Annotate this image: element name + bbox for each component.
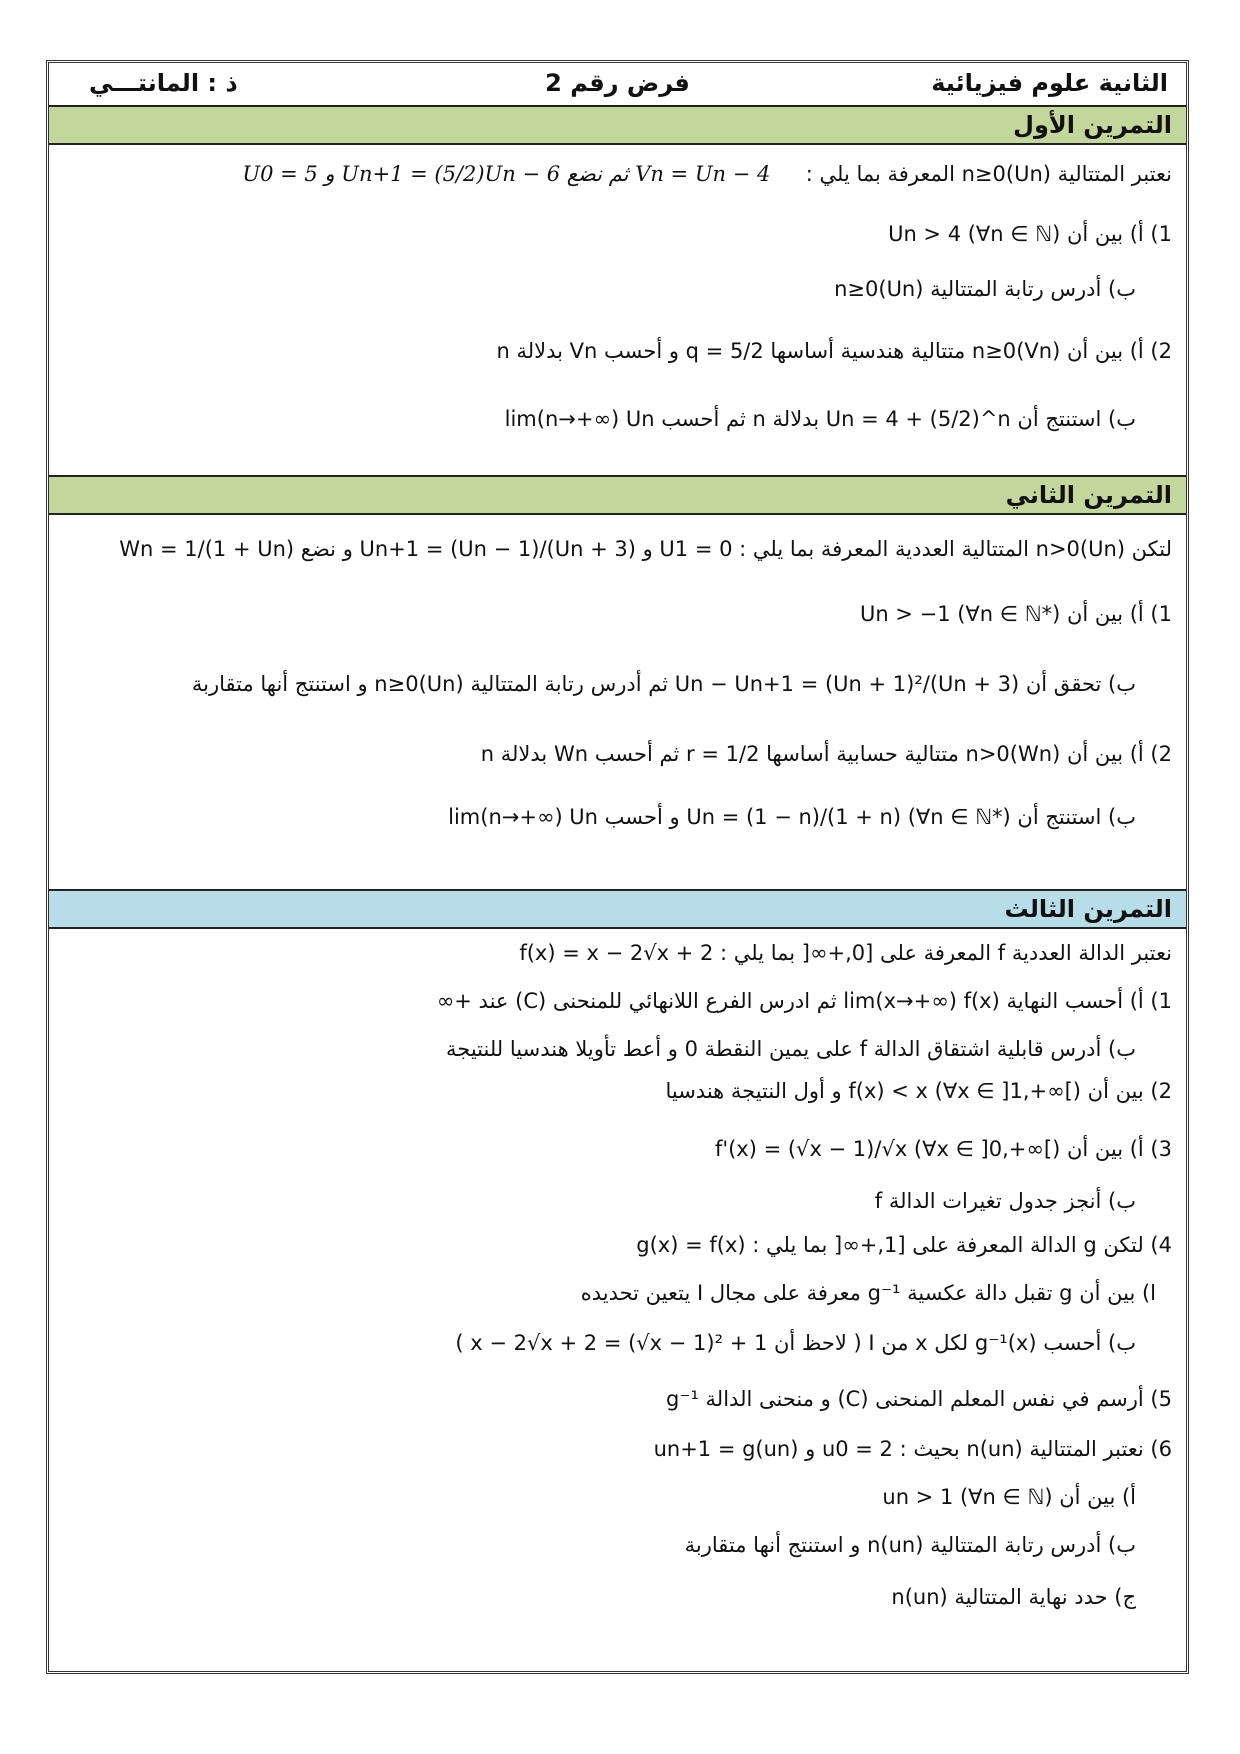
ex3-q5: 5) أرسم في نفس المعلم المنحنى (C) و منحنى الدالة g⁻¹ <box>666 1387 1172 1411</box>
ex1-intro-math: U0 = 5 و Un+1 = (5/2)Un − 6 ثم نضع Vn = Un − 4 <box>242 162 771 186</box>
ex3-q4b: ب) أحسب g⁻¹(x) لكل x من I ( لاحظ أن x − 2√x + 2 = (√x − 1)² + 1 ) <box>455 1331 1136 1355</box>
exam-title: فرض رقم 2 <box>545 69 690 97</box>
ex2-intro: لتكن (Un)n>0 المتتالية العددية المعرفة بما يلي : U1 = 0 و Un+1 = (Un − 1)/(Un + 3) و نضع Wn = 1/(1 + Un) <box>119 537 1172 561</box>
exercise-2-title: التمرين الثاني <box>1005 481 1172 509</box>
ex3-q1a: 1) أ) أحسب النهاية lim(x→+∞) f(x) ثم ادرس الفرع اللانهائي للمنحنى (C) عند +∞ <box>436 989 1172 1013</box>
ex2-q1b: ب) تحقق أن Un − Un+1 = (Un + 1)²/(Un + 3) ثم أدرس رتابة المتتالية (Un)n≥0 و استنتج أنها متقاربة <box>191 672 1136 696</box>
exercise-3-title: التمرين الثالث <box>1004 895 1172 923</box>
ex1-q2b: ب) استنتج أن Un = 4 + (5/2)^n بدلالة n ثم أحسب lim(n→+∞) Un <box>504 407 1136 431</box>
ex3-q3a: 3) أ) بين أن f'(x) = (√x − 1)/√x (∀x ∈ ]0,+∞[) <box>714 1137 1172 1161</box>
exercise-3-title-bar <box>49 889 1186 929</box>
page-header <box>49 63 1186 107</box>
ex3-q6: 6) نعتبر المتتالية (un)n بحيث : u0 = 2 و un+1 = g(un) <box>653 1437 1172 1461</box>
ex1-q1a: 1) أ) بين أن Un > 4 (∀n ∈ ℕ) <box>888 222 1172 246</box>
ex3-intro: نعتبر الدالة العددية f المعرفة على [0,+∞[ بما يلي : f(x) = x − 2√x + 2 <box>519 941 1172 965</box>
ex1-intro <box>63 158 1172 190</box>
ex3-q6c: ج) حدد نهاية المتتالية (un)n <box>891 1585 1136 1609</box>
ex3-q4: 4) لتكن g الدالة المعرفة على [1,+∞[ بما يلي : g(x) = f(x) <box>636 1233 1172 1257</box>
ex3-q3b: ب) أنجز جدول تغيرات الدالة f <box>874 1189 1136 1213</box>
ex3-q2: 2) بين أن f(x) < x (∀x ∈ ]1,+∞[) و أول النتيجة هندسيا <box>665 1079 1172 1103</box>
exercise-1-title: التمرين الأول <box>1013 111 1172 139</box>
ex1-q1b: ب) أدرس رتابة المتتالية (Un)n≥0 <box>834 277 1136 301</box>
exercise-2-title-bar <box>49 475 1186 515</box>
ex3-q6b: ب) أدرس رتابة المتتالية (un)n و استنتج أنها متقاربة <box>684 1533 1136 1557</box>
ex3-q6a: أ) بين أن un > 1 (∀n ∈ ℕ) <box>882 1485 1136 1509</box>
ex3-q4a: ا) بين أن g تقبل دالة عكسية g⁻¹ معرفة على مجال I يتعين تحديده <box>580 1281 1156 1305</box>
class-label: الثانية علوم فيزيائية <box>931 69 1168 97</box>
ex1-intro-text: نعتبر المتتالية (Un)n≥0 المعرفة بما يلي : <box>805 162 1172 186</box>
exercise-1-title-bar <box>49 105 1186 145</box>
ex2-q2b: ب) استنتج أن Un = (1 − n)/(1 + n) (∀n ∈ ℕ*) و أحسب lim(n→+∞) Un <box>448 805 1136 829</box>
teacher-name: ذ : المانتـــي <box>89 69 238 97</box>
ex2-q1a: 1) أ) بين أن Un > −1 (∀n ∈ ℕ*) <box>859 602 1172 626</box>
ex3-q1b: ب) أدرس قابلية اشتقاق الدالة f على يمين النقطة 0 و أعط تأويلا هندسيا للنتيجة <box>446 1037 1136 1061</box>
exam-sheet <box>46 60 1189 1674</box>
ex1-q2a: 2) أ) بين أن (Vn)n≥0 متتالية هندسية أساسها q = 5/2 و أحسب Vn بدلالة n <box>496 339 1172 363</box>
ex2-q2a: 2) أ) بين أن (Wn)n>0 متتالية حسابية أساسها r = 1/2 ثم أحسب Wn بدلالة n <box>480 742 1172 766</box>
